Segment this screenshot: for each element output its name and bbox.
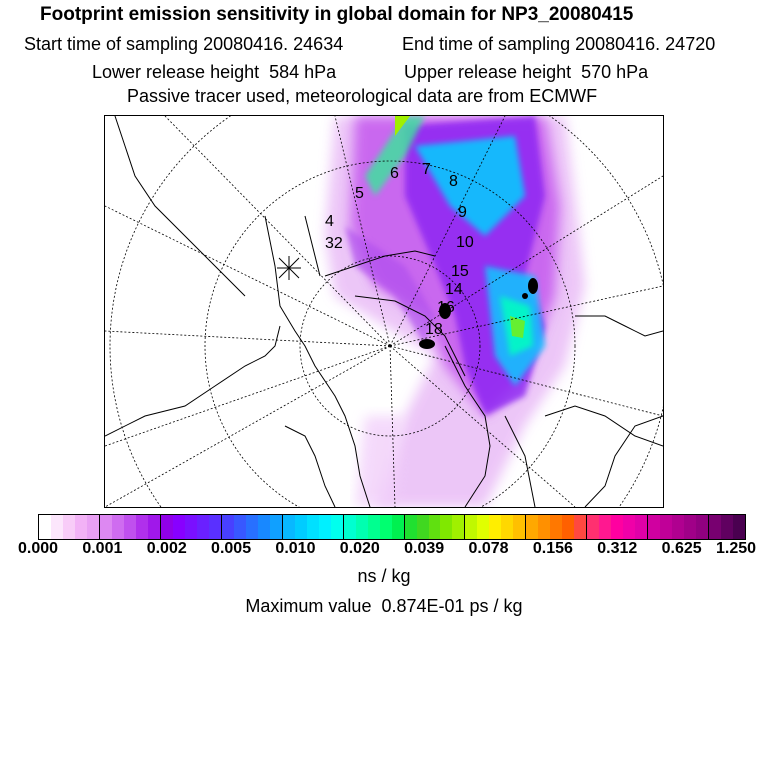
colorbar-swatch [185,515,197,539]
colorbar-tick-label: 0.000 [17,540,59,557]
track-label: 4 [325,213,334,230]
colorbar-tick-label: 0.039 [404,540,445,557]
colorbar-swatch [623,515,635,539]
colorbar-swatch [307,515,319,539]
colorbar-swatch [356,515,368,539]
track-label: 8 [449,173,458,190]
colorbar-swatch [429,515,441,539]
colorbar-swatch [161,515,173,539]
colorbar-swatch [599,515,611,539]
colorbar-swatch [574,515,587,539]
maximum-value-label: Maximum value 0.874E-01 ps / kg [245,596,523,616]
colorbar-swatch [331,515,344,539]
map-canvas [105,116,663,507]
colorbar-swatch [344,515,356,539]
colorbar-swatch [75,515,87,539]
colorbar-swatch [684,515,696,539]
colorbar-swatch [51,515,63,539]
colorbar-swatch [465,515,477,539]
colorbar-swatch [209,515,222,539]
colorbar-swatch [562,515,574,539]
colorbar-swatch [39,515,51,539]
colorbar-swatch [222,515,234,539]
colorbar-swatch [100,515,112,539]
colorbar-swatch [513,515,526,539]
colorbar-tick-label: 0.625 [661,540,702,557]
colorbar-swatch [501,515,513,539]
colorbar-swatch [648,515,660,539]
colorbar-swatch [173,515,185,539]
track-label: 6 [390,165,399,182]
colorbar-swatch [380,515,392,539]
colorbar-swatch [733,515,745,539]
colorbar-swatch [489,515,501,539]
colorbar-swatch [477,515,489,539]
colorbar-swatch [283,515,295,539]
colorbar-swatch [246,515,258,539]
colorbar-swatch [452,515,465,539]
colorbar-tick-label: 0.156 [532,540,573,557]
lower-release-label: Lower release height 584 hPa [92,62,337,82]
colorbar-swatch [112,515,124,539]
colorbar-swatch [148,515,161,539]
track-label: 32 [325,235,343,252]
footprint-map [104,115,664,508]
colorbar-swatch [538,515,550,539]
end-time-label: End time of sampling 20080416. 24720 [402,34,716,54]
colorbar-swatch [368,515,380,539]
colorbar-tick-label: 0.002 [146,540,187,557]
colorbar-swatch [611,515,623,539]
colorbar-swatch [550,515,562,539]
colorbar-swatch [417,515,429,539]
colorbar-swatch [234,515,246,539]
colorbar-swatch [526,515,538,539]
colorbar-tick-label: 1.250 [715,540,757,557]
colorbar-swatch [440,515,452,539]
colorbar-swatch [197,515,209,539]
colorbar-swatch [672,515,684,539]
colorbar-swatch [405,515,417,539]
tracer-label: Passive tracer used, meteorological data are from ECMWF [127,86,598,106]
colorbar-swatch [696,515,709,539]
colorbar-swatch [258,515,270,539]
colorbar-swatch [319,515,331,539]
track-label: 10 [456,234,474,251]
release-marker-icon [277,256,301,280]
track-label: 18 [425,321,443,338]
upper-release-label: Upper release height 570 hPa [404,62,649,82]
track-label: 5 [355,185,364,202]
colorbar-swatch [87,515,100,539]
colorbar-swatch [63,515,75,539]
colorbar-swatch [709,515,721,539]
track-label: 9 [458,204,467,221]
colorbar-tick-label: 0.078 [468,540,509,557]
colorbar-units: ns / kg [357,566,411,586]
track-label: 16 [437,299,455,316]
track-label: 15 [451,263,469,280]
colorbar-swatch [635,515,648,539]
track-label: 7 [422,161,431,178]
colorbar-tick-label: 0.020 [339,540,380,557]
colorbar [38,514,746,540]
colorbar-swatch [587,515,599,539]
colorbar-swatch [392,515,405,539]
colorbar-tick-label: 0.001 [82,540,123,557]
colorbar-swatch [660,515,672,539]
colorbar-swatch [295,515,307,539]
colorbar-swatch [124,515,136,539]
start-time-label: Start time of sampling 20080416. 24634 [24,34,344,54]
colorbar-swatch [136,515,148,539]
colorbar-tick-label: 0.010 [275,540,316,557]
track-label: 14 [445,281,463,298]
map-title: Footprint emission sensitivity in global domain for NP3_20080415 [40,4,634,25]
colorbar-swatch [721,515,733,539]
colorbar-tick-label: 0.005 [211,540,252,557]
colorbar-swatch [270,515,283,539]
colorbar-tick-label: 0.312 [597,540,638,557]
